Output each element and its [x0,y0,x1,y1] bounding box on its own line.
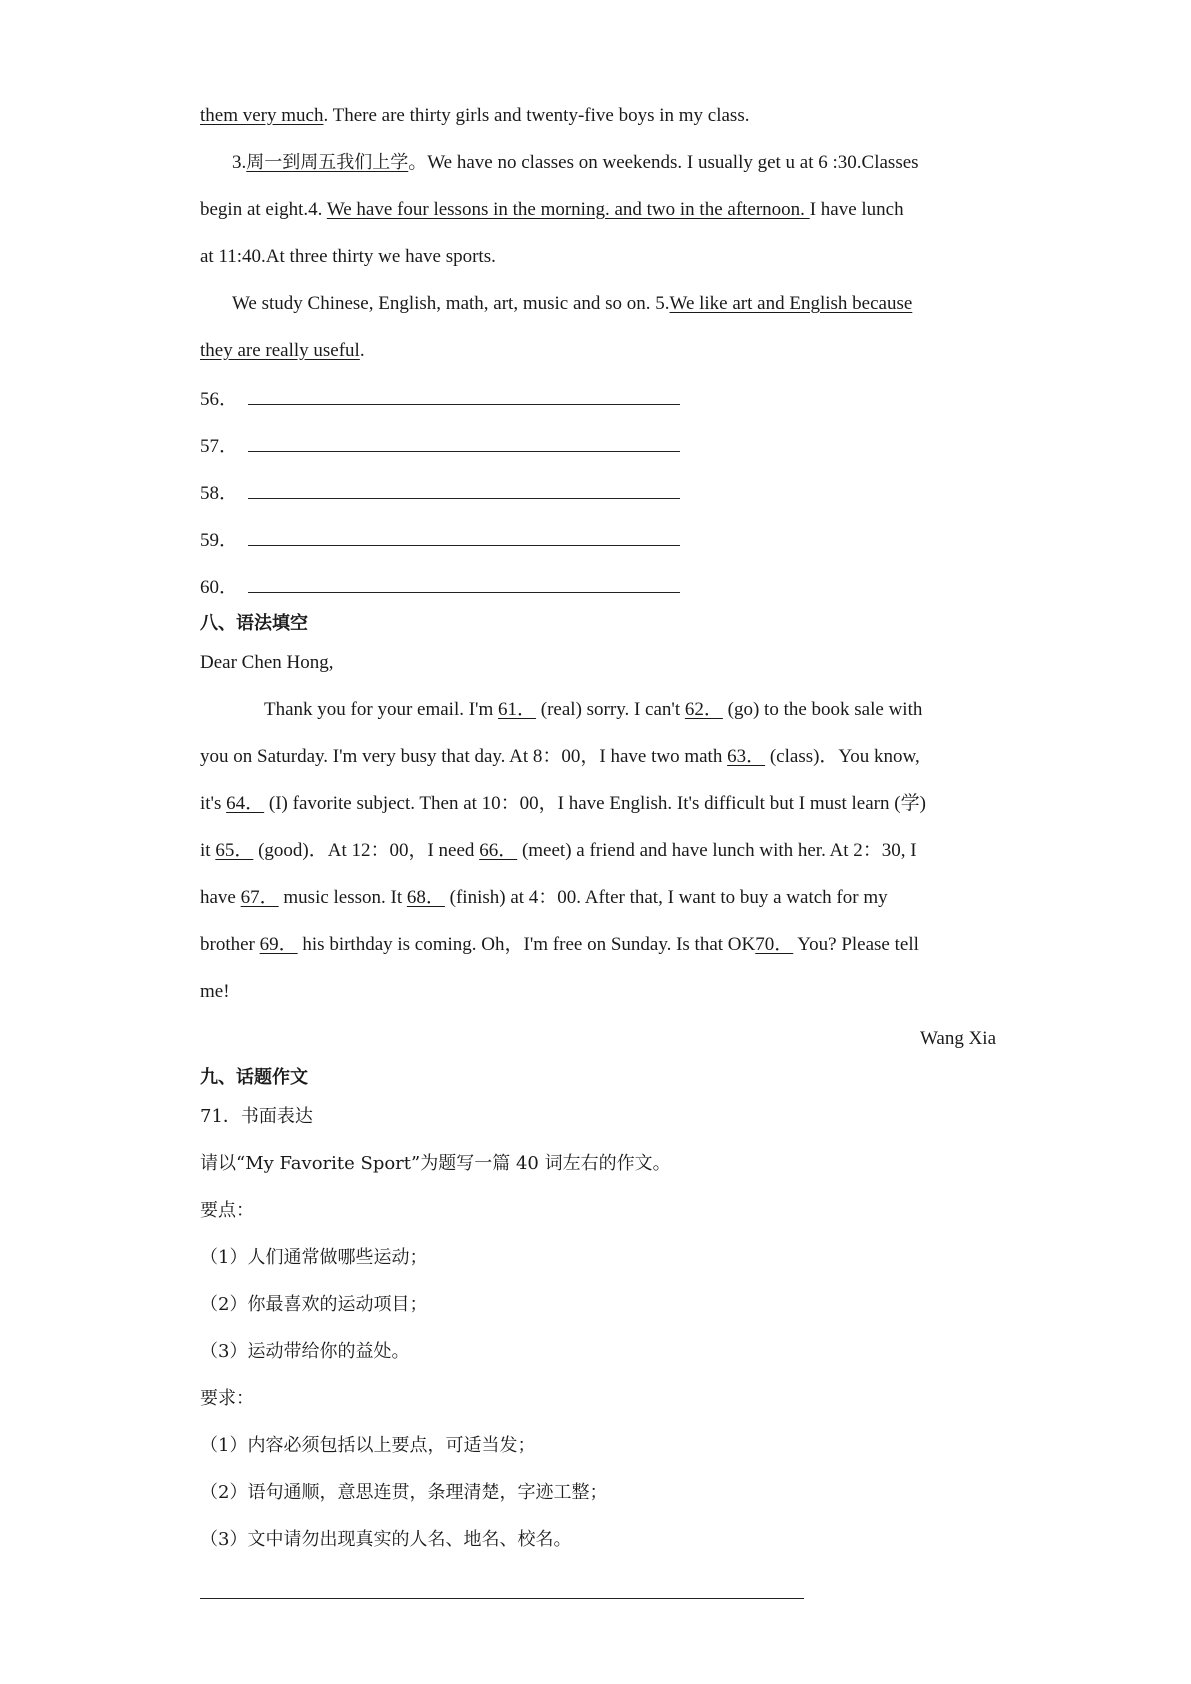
answer-number: 56． [200,389,239,410]
underlined-sentence: they are really useful [200,340,360,361]
answer-number: 59． [200,530,239,551]
answer-blank[interactable] [248,480,680,499]
passage-line-3 [200,198,904,222]
requirements-label: 要求： [200,1388,254,1409]
passage-line-5 [232,292,912,316]
blank-64[interactable]: 64． [226,793,265,814]
letter-line-2 [200,745,920,769]
section-heading-8: 八、语法填空 [200,613,308,634]
blank-66[interactable]: 66． [479,840,518,861]
writing-answer-line[interactable] [200,1598,804,1599]
letter-text: it's [200,793,227,814]
answer-blank[interactable] [248,386,680,405]
passage-text: 。We have no classes on weekends. I usually get u at 6 :30.Classes [408,152,919,173]
passage-line-1 [200,104,749,128]
blank-70[interactable]: 70． [755,934,794,955]
question-71-title: 71．书面表达 [200,1106,313,1127]
letter-text: (meet) a friend and have lunch with her. At 2：30, I [517,840,917,861]
letter-line-5 [200,886,888,910]
answer-line-58[interactable] [200,480,680,506]
letter-line-6 [200,933,919,957]
letter-text: (I) favorite subject. Then at 10：00，I have English. It's difficult but I must learn (学) [264,793,926,814]
blank-65[interactable]: 65． [215,840,254,861]
passage-text: We study Chinese, English, math, art, music and so on. 5. [232,293,670,314]
passage-line-2 [232,151,919,175]
passage-line-4: at 11:40.At three thirty we have sports. [200,246,496,267]
writing-prompt: 请以“My Favorite Sport”为题写一篇 40 词左右的作文。 [200,1153,671,1174]
answer-blank[interactable] [248,527,680,546]
point-item-2: （2）你最喜欢的运动项目； [200,1294,428,1315]
requirement-item-3: （3）文中请勿出现真实的人名、地名、校名。 [200,1529,572,1550]
letter-text: Thank you for your email. I'm [264,699,499,720]
blank-67[interactable]: 67． [240,887,279,908]
blank-61[interactable]: 61． [498,699,537,720]
blank-62[interactable]: 62． [684,699,723,720]
letter-text: (real) sorry. I can't [536,699,685,720]
underlined-sentence: 周一到周五我们上学 [246,152,409,173]
underlined-sentence: them very much [200,105,324,126]
letter-signature: Wang Xia [919,1028,996,1049]
requirement-item-2: （2）语句通顺，意思连贯，条理清楚，字迹工整； [200,1482,608,1503]
answer-line-59[interactable] [200,527,680,553]
underlined-sentence: We like art and English because [669,293,913,314]
passage-line-6 [200,339,365,363]
sentence-number: 3. [232,152,247,173]
point-item-3: （3）运动带给你的益处。 [200,1341,410,1362]
point-item-1: （1）人们通常做哪些运动； [200,1247,428,1268]
letter-greeting: Dear Chen Hong, [200,652,334,673]
letter-text: have [200,887,241,908]
letter-text: it [200,840,216,861]
letter-text: (good)．At 12：00，I need [253,840,480,861]
points-label: 要点： [200,1200,254,1221]
passage-text: . There are thirty girls and twenty-five boys in my class. [323,105,750,126]
answer-number: 60． [200,577,239,598]
letter-text: his birthday is coming. Oh，I'm free on Sunday. Is that OK [297,934,756,955]
letter-text: You? Please tell [793,934,919,955]
answer-line-57[interactable] [200,433,680,459]
passage-text: . [359,340,365,361]
letter-text: (finish) at 4：00. After that, I want to buy a watch for my [444,887,888,908]
answer-number: 57． [200,436,239,457]
blank-69[interactable]: 69． [259,934,298,955]
letter-text: brother [200,934,260,955]
blank-68[interactable]: 68． [406,887,445,908]
letter-text: music lesson. It [278,887,407,908]
blank-63[interactable]: 63． [727,746,766,767]
letter-line-1 [264,698,922,722]
letter-text: (go) to the book sale with [722,699,923,720]
answer-line-56[interactable] [200,386,680,412]
letter-line-7: me! [200,981,230,1002]
answer-number: 58． [200,483,239,504]
section-heading-9: 九、话题作文 [200,1067,308,1088]
answer-line-60[interactable] [200,574,680,600]
answer-blank[interactable] [248,574,680,593]
letter-text: (class)．You know, [765,746,920,767]
letter-line-4 [200,839,917,863]
passage-text: I have lunch [809,199,904,220]
requirement-item-1: （1）内容必须包括以上要点，可适当发； [200,1435,536,1456]
letter-line-3 [200,792,926,816]
letter-text: you on Saturday. I'm very busy that day. At 8：00，I have two math [200,746,728,767]
passage-text: begin at eight.4. [200,199,327,220]
answer-blank[interactable] [248,433,680,452]
underlined-sentence: We have four lessons in the morning. and two in the afternoon. [326,199,810,220]
